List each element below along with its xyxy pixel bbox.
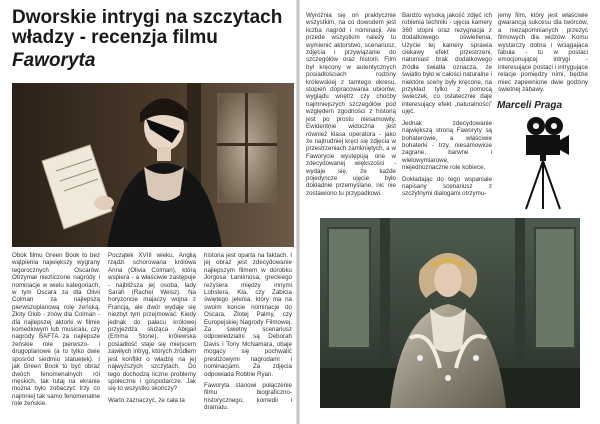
paragraph: Początek XVIII wieku. Anglią rządzi schorowana królowa Anna (Olivia Colman), którą wspiera - a właściwie zastępuje - najbliższa jej osoba, lady Sarah (Rachel Weisz). Na horyzoncie majaczy wojna z Francją, ale dwór wydaje się niezbyt tym przejmować. Kiedy jednak do pałacu królowej przyjeżdża służąca Abigail (Emma Stone), królewska posiadłość staje się miejscem zawiłych intryg, których źródłem jest konflikt o władzę na jej najwyższych szczytach. Do tego dochodzą liczne problemy społeczne i gospodarcze. Jak się to wszystko skończy? [108,252,196,393]
film-camera-icon [520,115,570,210]
article-subtitle: Faworyta [12,50,96,71]
paragraph: Dokładając do tego wspaniale napisany scenariusz z szczytnymi dialogami otrzymu- [402,175,492,198]
paragraph: Obok filmu Green Book to bez wątpienia największy wygrany tegorocznych Oscarów. Otrzymał niezliczone nagrody i nominacje w wielu kategoriach, w tym Oscara za dla Olivii Colman za najlepszą pierwszoplanową rolę żeńską, Złoty Glob - znów dla Colman - dla najlepszej aktorki w filmie komediowym lub musicalu, czy nagrody BAFTA za najlepsze żeńskie role pierwszo- i drugoplanowe (a to tylko dwie spośród siedmiu statuetek). I jak Green Book to być obraz dwóch fenomenalnych ról męskich, tak tutaj na ekranie można było zobaczyć trzy co najmniej tak samo fenomenalne role żeńskie. [12,252,100,408]
photo-queen-palace [320,218,580,408]
article-title: Dworskie intrygi na szczytach władzy - recenzja filmu [12,7,283,48]
author-name: Marceli Praga [497,100,563,111]
right-text-column-1 [306,12,396,201]
left-text-column-2 [108,252,196,408]
paragraph: jemy film, który jest właściwie gwarancją sukcesu dla twórców, a niezapomnianych przeżyć filmowych dla widzów. Komu wystarczy dobra i wciągająca fabuła - tu w postaci emocjonującej intrygi - interesujące postaci i intrygujące relacje pomiędzy nimi, będzie mieć zapewnione dwie godziny świetnej zabawy. [498,12,588,94]
page-spine [296,0,300,424]
paragraph: Faworyta stanowi połączenie filmu biograficzno-historycznego, komedii i dramatu. [204,381,292,412]
left-text-column-3 [204,252,292,416]
paragraph: Jednak zdecydowanie największą stroną Faworyty są bohaterowie, a właściwie bohaterki - trzy, niesamowicie zagrane, barwne i wielowymiarowe, niejednoznaczne role kobiece. [402,119,492,172]
right-text-column-2 [402,12,492,202]
paragraph: Wyróżnia się on praktycznie wszystkim, na co dowodem jest liczba nagród i nominacji. Ale przede wszystkim należy tu wymienić aktorstwo, scenariusz, zdjęcia i przywiązanie do szczegółów oraz historii. Film był kręcony w autentycznych posiadłościach rodziny królewskiej z tamtego okresu, stopień dopracowania ubiorów, wyglądu wnętrz czy choćby najmniejszych szczegółów pod względem zgodności z historią jest po prostu niesamowity. Ewidentnie widoczna jest również klasa operatora - jako że najtrudniej kręci się zdjęcia w przestrzeniach zamkniętych, a w Faworycie występują one w zdecydowanej większości - wydaje się, że każde pojedyncze ujęcie było dokładnie przemyślane, nic nie zostawiono tu przypadkowi. [306,12,396,197]
paragraph: Warto zaznaczyć, że cała ta [108,396,185,404]
photo-eyepatch-woman-art [12,83,294,247]
photo-queen-palace-art [320,218,580,408]
paragraph: Bardzo wysoką jakość zdjęć ich robienia techniki - ujęcia kamery 360 stopni oraz rezygnacja z dodatkowego oświetlenia. Użycie tej kamery sprawia ciekawy efekt przestrzeni, natomiast brak dodatkowego źródła światła oznacza, że światło było w całości naturalne i niektóre sceny były kręcone, na przykład tylko z pomocą świeczek, co ostatecznie daje interesujący efekt „naturalności” ujęć. [402,12,492,116]
left-text-column-1 [12,252,100,412]
paragraph: historia jest oparta na faktach. I jej obraz jest zdecydowanie najlepszym filmem w dorobku Jorgosa Lantimosa, greckiego reżysera między innymi Lobstera, Kła, czy Zabicia świętego jelenia, który ma na swoim koncie nominacje do Oscara, Złotej Palmy, czy Europejskiej Nagrody Filmowej. Za świetny scenariusz odpowiedzialni są Deborah Davis i Tony McNamara, obaje mogący się pochwalić prestiżowymi nagrodami i nominacjami. Za zdjęcia odpowiada Robbie Ryan. [204,252,292,378]
right-text-column-3 [498,12,588,97]
photo-eyepatch-woman [12,83,294,247]
